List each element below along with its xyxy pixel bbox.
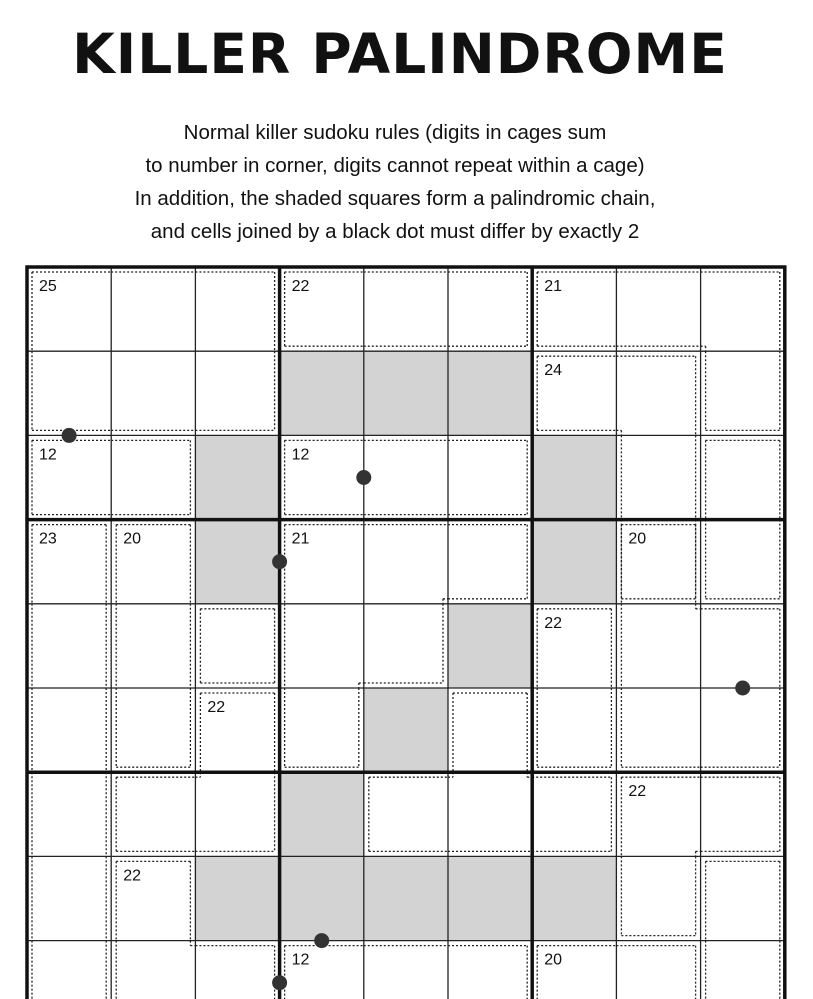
grid-cell[interactable] bbox=[616, 435, 700, 519]
grid-cell[interactable] bbox=[280, 772, 364, 856]
grid-cell[interactable] bbox=[195, 604, 279, 688]
grid-cell[interactable] bbox=[280, 856, 364, 940]
difference-dot bbox=[356, 470, 371, 485]
grid-cell[interactable] bbox=[616, 941, 700, 999]
grid-cell[interactable] bbox=[532, 772, 616, 856]
grid-cell[interactable] bbox=[111, 435, 195, 519]
cage-sum-label: 20 bbox=[123, 530, 141, 548]
grid-cell[interactable] bbox=[195, 267, 279, 351]
grid-cell[interactable] bbox=[701, 772, 785, 856]
grid-cell[interactable] bbox=[195, 856, 279, 940]
grid-cell[interactable] bbox=[195, 772, 279, 856]
difference-dot bbox=[314, 933, 329, 948]
grid-cell[interactable] bbox=[111, 772, 195, 856]
grid-cell[interactable] bbox=[616, 267, 700, 351]
grid-cell[interactable] bbox=[448, 941, 532, 999]
rules-line: to number in corner, digits cannot repeat within a cage) bbox=[145, 154, 645, 177]
difference-dot bbox=[272, 554, 287, 569]
cage-sum-label: 21 bbox=[291, 530, 310, 548]
grid-cell[interactable] bbox=[27, 351, 111, 435]
grid-cell[interactable] bbox=[195, 435, 279, 519]
grid-cell[interactable] bbox=[448, 688, 532, 772]
grid-cell[interactable] bbox=[532, 435, 616, 519]
grid-cell[interactable] bbox=[111, 604, 195, 688]
grid-cell[interactable] bbox=[27, 604, 111, 688]
grid-cell[interactable] bbox=[364, 267, 448, 351]
difference-dot bbox=[62, 428, 77, 443]
cage-sum-label: 22 bbox=[628, 783, 647, 801]
grid-cell[interactable] bbox=[364, 435, 448, 519]
grid-cell[interactable] bbox=[364, 604, 448, 688]
cage-sum-label: 23 bbox=[39, 530, 57, 548]
grid-cell[interactable] bbox=[364, 520, 448, 604]
cage-sum-label: 20 bbox=[628, 530, 647, 548]
grid-cell[interactable] bbox=[701, 688, 785, 772]
grid-cell[interactable] bbox=[701, 435, 785, 519]
grid-cell[interactable] bbox=[364, 772, 448, 856]
cage-sum-label: 12 bbox=[291, 446, 310, 464]
cage-sum-label: 20 bbox=[544, 951, 562, 969]
puzzle-title: KILLER PALINDROME bbox=[72, 22, 728, 86]
grid-cell[interactable] bbox=[27, 941, 111, 999]
rules-line: and cells joined by a black dot must differ by exactly 2 bbox=[150, 220, 640, 243]
grid-cell[interactable] bbox=[701, 351, 785, 435]
grid-cell[interactable] bbox=[532, 688, 616, 772]
grid-cell[interactable] bbox=[111, 351, 195, 435]
grid-cell[interactable] bbox=[195, 520, 279, 604]
grid-cell[interactable] bbox=[448, 772, 532, 856]
rules-line: Normal killer sudoku rules (digits in cages sum bbox=[183, 121, 607, 144]
grid-cell[interactable] bbox=[532, 520, 616, 604]
grid-cell[interactable] bbox=[195, 941, 279, 999]
grid-cell[interactable] bbox=[701, 856, 785, 940]
grid-cell[interactable] bbox=[532, 941, 616, 999]
difference-dot bbox=[735, 681, 750, 696]
grid-cell[interactable] bbox=[280, 688, 364, 772]
cage-sum-label: 12 bbox=[291, 951, 310, 969]
cage-sum-label: 12 bbox=[39, 446, 57, 464]
grid-cell[interactable] bbox=[111, 688, 195, 772]
grid-cell[interactable] bbox=[701, 267, 785, 351]
grid-cell[interactable] bbox=[364, 688, 448, 772]
grid-cell[interactable] bbox=[364, 351, 448, 435]
grid-cell[interactable] bbox=[111, 941, 195, 999]
grid-cell[interactable] bbox=[448, 351, 532, 435]
grid-cell[interactable] bbox=[195, 351, 279, 435]
grid-cell[interactable] bbox=[27, 856, 111, 940]
grid-cell[interactable] bbox=[616, 856, 700, 940]
grid-cell[interactable] bbox=[616, 351, 700, 435]
grid-cell[interactable] bbox=[532, 856, 616, 940]
grid-cell[interactable] bbox=[27, 772, 111, 856]
grid-cell[interactable] bbox=[616, 604, 700, 688]
difference-dot bbox=[272, 975, 287, 990]
grid-cell[interactable] bbox=[280, 351, 364, 435]
grid-cell[interactable] bbox=[701, 520, 785, 604]
cage-sum-label: 22 bbox=[544, 614, 562, 632]
rules-line: In addition, the shaded squares form a palindromic chain, bbox=[134, 187, 656, 210]
cage-sum-label: 22 bbox=[207, 699, 226, 716]
grid-cell[interactable] bbox=[448, 856, 532, 940]
grid-cell[interactable] bbox=[448, 267, 532, 351]
cage-sum-label: 22 bbox=[123, 867, 141, 885]
cage-sum-label: 22 bbox=[291, 278, 310, 295]
grid-cell[interactable] bbox=[280, 941, 364, 999]
cage-sum-label: 24 bbox=[544, 362, 562, 380]
grid-cell[interactable] bbox=[616, 688, 700, 772]
grid-cell[interactable] bbox=[701, 604, 785, 688]
grid-cell[interactable] bbox=[448, 604, 532, 688]
grid-cell[interactable] bbox=[27, 688, 111, 772]
cage-sum-label: 21 bbox=[544, 278, 562, 295]
grid-cell[interactable] bbox=[701, 941, 785, 999]
grid-cell[interactable] bbox=[364, 856, 448, 940]
grid-cell[interactable] bbox=[280, 604, 364, 688]
grid-cell[interactable] bbox=[448, 520, 532, 604]
grid-cell[interactable] bbox=[111, 267, 195, 351]
grid-cell[interactable] bbox=[364, 941, 448, 999]
grid-cell[interactable] bbox=[448, 435, 532, 519]
cage-sum-label: 25 bbox=[39, 278, 57, 295]
